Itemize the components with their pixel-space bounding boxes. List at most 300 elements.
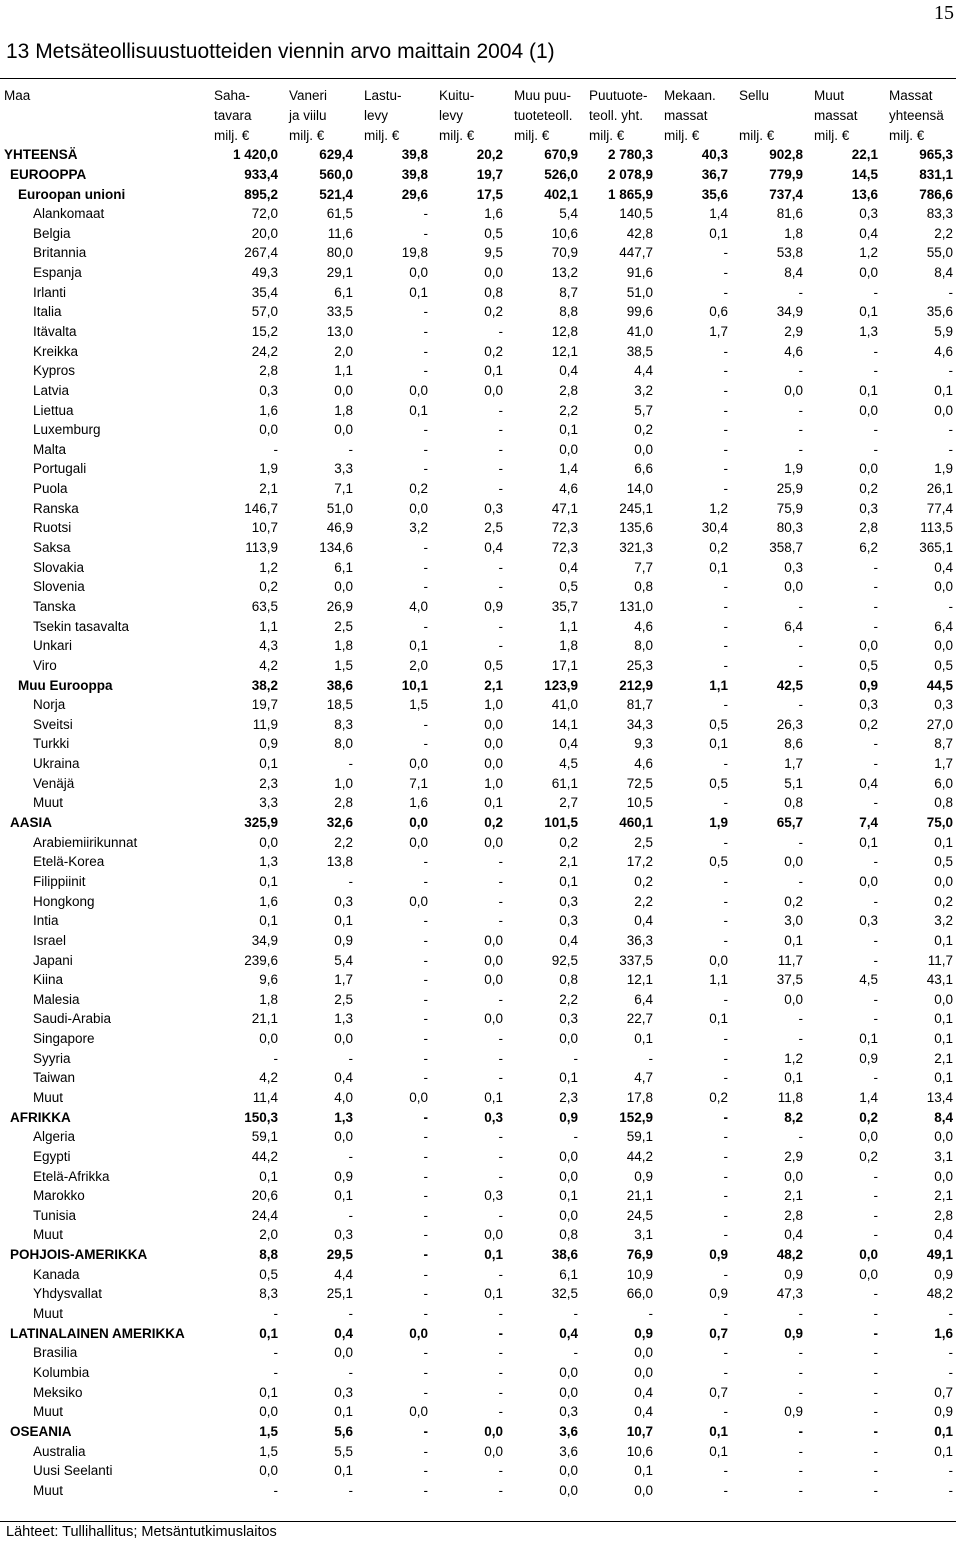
table-cell: 0,4 [934,1227,953,1243]
table-cell: - [498,422,503,438]
table-cell: 113,9 [245,540,278,556]
table-cell: 11,8 [777,1089,803,1105]
table-cell: - [423,913,428,929]
table-cell: 2,9 [784,324,803,339]
table-cell: - [498,1463,503,1479]
table-row [0,557,956,577]
row-label: Marokko [33,1188,85,1204]
table-cell: - [723,265,728,281]
table-cell: - [498,1266,503,1282]
table-cell: 2,1 [934,1188,953,1204]
table-cell: 0,0 [784,991,803,1007]
table-cell: 38,6 [551,1247,578,1263]
table-cell: - [723,1031,728,1047]
table-cell: 57,0 [251,304,278,320]
table-cell: 0,0 [409,1325,428,1341]
table-cell: 560,0 [319,166,353,182]
table-cell: 0,1 [859,834,878,850]
table-cell: 13,4 [926,1089,953,1105]
table-cell: 4,0 [334,1089,353,1105]
table-cell: 0,0 [859,1129,878,1145]
table-cell: 42,5 [776,677,803,693]
table-cell: 7,4 [859,815,878,831]
table-cell: - [423,343,428,359]
table-cell: 0,0 [484,1443,503,1459]
table-cell: - [798,402,803,418]
table-cell: 0,0 [259,1404,278,1420]
table-cell: 72,5 [626,775,653,791]
table-cell: 0,0 [559,441,578,457]
table-cell: 0,0 [934,579,953,595]
table-cell: - [423,932,428,948]
table-cell: 6,4 [784,618,803,634]
table-row [0,1009,956,1029]
row-label: Slovakia [33,559,85,575]
table-row [0,813,956,833]
table-cell: 6,2 [859,540,878,556]
table-cell: 831,1 [919,166,953,182]
table-row [0,1480,956,1500]
table-cell: - [873,991,878,1007]
table-cell: 1,5 [259,1443,278,1459]
table-cell: 77,4 [926,500,953,516]
table-cell: 1,4 [859,1089,878,1105]
table-row [0,675,956,695]
table-cell: 0,3 [859,500,878,516]
table-cell: 80,3 [776,520,803,536]
table-cell: 0,1 [709,1011,728,1027]
table-cell: 0,1 [259,1325,278,1341]
table-cell: 66,0 [626,1286,653,1302]
table-cell: 0,5 [559,579,578,595]
table-cell: 34,9 [776,304,803,320]
table-cell: 81,6 [776,206,803,222]
row-label: Muut [33,1306,64,1322]
table-row [0,950,956,970]
table-cell: 9,6 [259,972,278,988]
table-cell: 39,8 [401,147,428,163]
table-cell: 0,9 [859,677,878,693]
table-cell: 2,5 [634,834,653,850]
table-cell: 135,6 [619,520,653,536]
table-cell: 0,1 [934,932,953,948]
table-cell: 0,3 [859,913,878,929]
table-cell: 11,4 [252,1089,278,1105]
table-row [0,715,956,735]
table-cell: - [423,854,428,870]
table-cell: 0,1 [859,304,878,320]
table-cell: - [873,1207,878,1223]
table-cell: - [798,441,803,457]
table-cell: 0,0 [559,1207,578,1223]
table-cell: - [873,618,878,634]
table-cell: 0,8 [559,972,578,988]
table-cell: 2,9 [784,1148,803,1164]
table-cell: 7,7 [634,559,653,575]
row-label: Euroopan unioni [18,186,126,202]
table-cell: 29,1 [326,265,353,281]
table-cell: 1,6 [934,1325,953,1341]
table-cell: 1,2 [784,1050,803,1066]
row-label: EUROOPPA [10,166,87,182]
table-cell: 1,8 [559,638,578,654]
row-label: Muut [33,1482,64,1498]
table-cell: - [873,343,878,359]
row-label: Muut [33,1227,64,1243]
table-cell: 0,1 [409,284,428,300]
table-cell: - [423,304,428,320]
table-row [0,891,956,911]
row-label: Alankomaat [33,206,105,222]
column-header: Massat [889,88,933,104]
table-cell: 2,1 [484,677,503,693]
table-cell: 0,1 [259,1384,278,1400]
row-label: Australia [33,1443,86,1459]
table-cell: 38,2 [251,677,278,693]
table-cell: - [873,1188,878,1204]
table-cell: 12,1 [626,972,653,988]
header-row-2 [0,106,956,126]
table-cell: - [723,402,728,418]
table-cell: 2,8 [934,1207,953,1223]
table-cell: 0,2 [709,540,728,556]
column-header: Muu puu- [514,88,572,104]
table-cell: 0,4 [859,775,878,791]
table-row [0,754,956,774]
table-cell: - [723,1129,728,1145]
table-body [0,145,956,1500]
table-cell: 1,5 [409,697,428,713]
table-cell: 8,6 [784,736,803,752]
table-cell: - [423,1423,428,1439]
table-cell: 3,0 [784,913,803,929]
row-label: Britannia [33,245,87,261]
table-row [0,1225,956,1245]
table-cell: - [348,756,353,772]
row-label: Uusi Seelanti [33,1463,113,1479]
table-cell: - [723,873,728,889]
column-header: massat [814,107,858,123]
table-cell: 0,0 [484,952,503,968]
table-header [0,86,956,145]
table-cell: 4,5 [859,972,878,988]
table-cell: 0,1 [934,1070,953,1086]
table-cell: - [573,1050,578,1066]
table-cell: 41,0 [551,697,578,713]
row-label: Kanada [33,1266,80,1282]
bottom-rule [0,1521,956,1522]
table-cell: 0,0 [709,952,728,968]
table-cell: 0,0 [409,382,428,398]
table-cell: 15,2 [251,324,278,339]
table-row [0,832,956,852]
table-cell: 0,9 [334,932,353,948]
table-cell: 24,5 [626,1207,653,1223]
table-cell: - [498,1345,503,1361]
table-cell: - [723,382,728,398]
table-cell: - [498,854,503,870]
table-cell: 0,0 [559,1148,578,1164]
table-cell: 92,5 [551,952,578,968]
table-cell: 0,0 [634,1345,653,1361]
row-label: Ukraina [33,756,80,772]
table-cell: - [723,1482,728,1498]
row-label: Kiina [33,972,64,988]
table-cell: 0,2 [484,343,503,359]
row-label: Egypti [33,1148,71,1164]
table-cell: 0,7 [709,1325,728,1341]
table-row [0,1343,956,1363]
table-row [0,302,956,322]
row-label: Belgia [33,225,71,241]
table-cell: 0,1 [709,1423,728,1439]
table-cell: 0,0 [334,1345,353,1361]
table-cell: 0,0 [784,854,803,870]
table-cell: 0,0 [409,834,428,850]
table-cell: - [273,1345,278,1361]
table-cell: 0,5 [709,716,728,732]
column-header: Vaneri [289,88,328,104]
row-label: Itävalta [33,324,77,339]
table-cell: - [873,422,878,438]
table-row [0,656,956,676]
row-label: Syyria [33,1050,71,1066]
table-cell: 0,9 [859,1050,878,1066]
table-cell: 1,4 [709,206,728,222]
table-cell: - [498,1404,503,1420]
table-cell: 10,9 [626,1266,653,1282]
row-label: Turkki [33,736,70,752]
table-cell: 0,1 [484,1089,503,1105]
table-cell: 59,1 [251,1129,278,1145]
table-cell: 1,1 [259,618,278,634]
table-cell: 0,8 [559,1227,578,1243]
table-cell: - [423,1443,428,1459]
table-cell: 0,2 [559,834,578,850]
table-cell: 1,7 [334,972,353,988]
table-cell: - [723,1306,728,1322]
table-cell: 20,2 [476,147,503,163]
table-cell: 460,1 [619,815,653,831]
row-label: Italia [33,304,62,320]
table-cell: 20,6 [251,1188,278,1204]
column-header: yhteensä [889,107,944,123]
table-cell: 2,8 [784,1207,803,1223]
table-cell: 0,2 [259,579,278,595]
table-row [0,734,956,754]
table-cell: 0,0 [259,422,278,438]
table-cell: 11,9 [252,716,278,732]
table-cell: 245,1 [619,500,653,516]
table-cell: - [723,1148,728,1164]
table-cell: 629,4 [319,147,353,163]
table-cell: 44,2 [626,1148,653,1164]
table-row [0,1147,956,1167]
table-cell: 1,9 [784,461,803,477]
table-cell: - [723,1188,728,1204]
table-cell: - [873,363,878,379]
table-cell: - [798,1306,803,1322]
row-label: Muut [33,795,64,811]
table-cell: 0,1 [784,1070,803,1086]
table-cell: 1,7 [709,324,728,339]
table-cell: 0,1 [259,1168,278,1184]
table-cell: 0,7 [709,1384,728,1400]
row-label: Unkari [33,638,73,654]
table-row [0,1323,956,1343]
row-label: Saksa [33,540,71,556]
table-cell: - [498,324,503,339]
table-cell: 1,6 [259,402,278,418]
table-cell: 2 078,9 [607,166,653,182]
table-cell: - [423,1463,428,1479]
table-cell: - [723,284,728,300]
table-cell: 3,6 [559,1443,578,1459]
unit-header: milj. € [889,127,925,143]
table-cell: 53,8 [776,245,803,261]
table-cell: 0,2 [859,716,878,732]
table-row [0,341,956,361]
table-cell: 0,4 [559,1325,578,1341]
table-cell: - [798,657,803,673]
table-cell: 5,7 [634,402,653,418]
table-cell: 5,4 [334,952,353,968]
table-cell: 402,1 [544,186,578,202]
table-row [0,420,956,440]
table-cell: - [723,363,728,379]
table-cell: 0,1 [484,1286,503,1302]
table-cell: - [498,618,503,634]
table-cell: - [423,1286,428,1302]
table-cell: - [798,1463,803,1479]
table-cell: 2,2 [559,991,578,1007]
table-cell: 0,1 [934,1443,953,1459]
table-cell: 51,0 [326,500,353,516]
table-cell: - [798,422,803,438]
table-cell: 2,7 [559,795,578,811]
table-cell: 1,8 [259,991,278,1007]
table-cell: 5,4 [559,206,578,222]
table-row [0,1461,956,1481]
table-cell: 63,5 [251,598,278,614]
table-cell: 48,2 [926,1286,953,1302]
table-cell: 41,0 [626,324,653,339]
table-cell: 0,0 [634,1364,653,1380]
table-cell: 1,1 [559,618,578,634]
table-row [0,931,956,951]
table-row [0,381,956,401]
table-cell: 0,0 [484,265,503,281]
table-row [0,1127,956,1147]
table-cell: 0,3 [484,1109,503,1125]
table-cell: 24,2 [251,343,278,359]
row-label: YHTEENSÄ [4,147,78,163]
table-cell: 0,0 [259,1463,278,1479]
row-label: Muut [33,1404,64,1420]
column-header: Kuitu- [439,88,475,104]
table-cell: 0,3 [559,893,578,909]
table-cell: 2,2 [334,834,353,850]
table-cell: - [873,932,878,948]
column-header [0,106,206,126]
table-cell: 0,3 [484,1188,503,1204]
table-cell: 0,0 [934,991,953,1007]
table-row [0,204,956,224]
table-cell: 113,5 [920,520,953,536]
table-cell: 0,4 [934,559,953,575]
table-cell: - [948,284,953,300]
table-cell: - [948,441,953,457]
table-cell: 39,8 [401,166,428,182]
table-cell: 0,3 [559,913,578,929]
table-cell: 321,3 [619,540,653,556]
table-cell: 0,1 [559,422,578,438]
table-cell: - [423,206,428,222]
table-cell: - [423,716,428,732]
table-cell: 134,6 [319,540,353,556]
table-cell: 267,4 [244,245,278,261]
table-cell: - [873,1443,878,1459]
table-cell: 4,6 [559,481,578,497]
table-cell: 47,1 [551,500,578,516]
table-row [0,1304,956,1324]
table-row [0,459,956,479]
table-cell: - [498,1070,503,1086]
table-row [0,1206,956,1226]
column-header: Muut [814,88,845,104]
table-cell: 2,1 [934,1050,953,1066]
table-cell: 0,0 [634,1482,653,1498]
table-cell: - [723,834,728,850]
table-cell: - [423,1247,428,1263]
table-cell: - [498,638,503,654]
table-cell: 21,1 [626,1188,653,1204]
row-label: Kolumbia [33,1364,90,1380]
table-cell: 0,0 [784,1168,803,1184]
table-cell: 0,0 [484,716,503,732]
table-cell: 36,3 [626,932,653,948]
table-cell: 2,3 [259,775,278,791]
table-cell: 72,3 [551,520,578,536]
row-label: Taiwan [33,1070,76,1086]
table-cell: 14,5 [851,166,878,182]
table-cell: 0,1 [259,756,278,772]
table-cell: - [798,284,803,300]
table-cell: 61,5 [326,206,353,222]
table-cell: 38,6 [326,677,353,693]
unit-header: milj. € [289,127,325,143]
table-row [0,1048,956,1068]
table-cell: 0,1 [934,1011,953,1027]
row-label: Meksiko [33,1384,83,1400]
table-cell: 8,4 [934,1109,953,1125]
table-cell: 0,9 [559,1109,578,1125]
table-cell: 35,6 [926,304,953,320]
row-label: AASIA [10,815,53,831]
table-cell: - [273,1364,278,1380]
row-label: Kypros [33,363,76,379]
table-row [0,872,956,892]
table-cell: 4,2 [259,657,278,673]
table-cell: - [348,441,353,457]
table-cell: 44,2 [251,1148,278,1164]
table-cell: - [723,1266,728,1282]
table-cell: 26,9 [326,598,353,614]
row-label: Viro [33,657,57,673]
table-cell: 6,4 [634,991,653,1007]
table-cell: 44,5 [926,677,953,693]
table-cell: 0,4 [484,540,503,556]
